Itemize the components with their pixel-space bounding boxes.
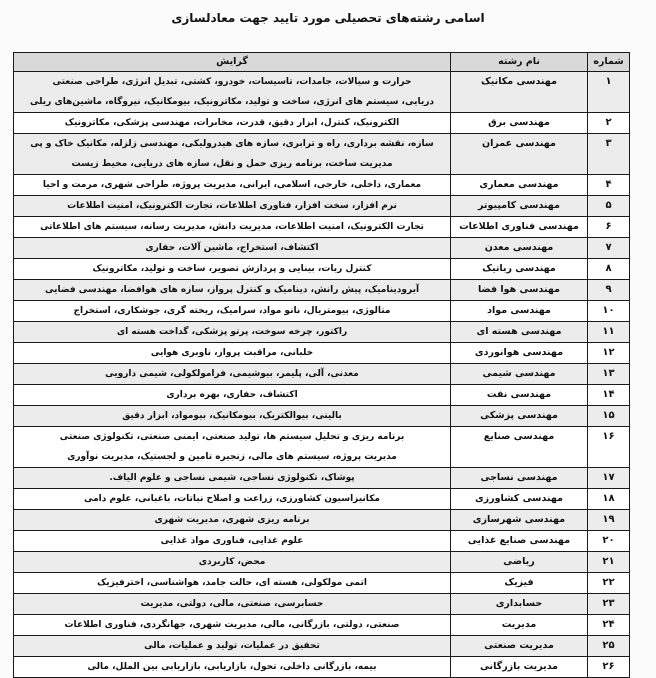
specializations-cell	[14, 72, 451, 113]
specializations-cell	[14, 196, 451, 217]
specialization-line: صنعتی، دولتی، بازرگانی، مالی، مدیریت شهری، جهانگردی، فناوری اطلاعات	[64, 620, 400, 630]
specialization-line: آیرودینامیک، پیش رانش، دینامیک و کنترل پرواز، سازه های هوافضا، مهندسی فضایی	[44, 285, 420, 295]
specialization-line: معماری، داخلی، خارجی، اسلامی، ایرانی، مدیریت پروژه، طراحی شهری، مرمت و احیا	[42, 180, 422, 190]
specialization-line: حرارت و سیالات، جامدات، تاسیسات، خودرو، کشتی، تبدیل انرژی، طراحی صنعتی	[52, 77, 412, 87]
table-row	[14, 636, 630, 657]
row-number: ۱۴	[588, 385, 630, 406]
specialization-line: مدیریت ساخت، برنامه ریزی حمل و نقل، سازه های دریایی، محیط زیست	[71, 159, 393, 169]
row-number: ۱۷	[588, 468, 630, 489]
header-field: نام رشته	[451, 53, 588, 72]
table-row	[14, 175, 630, 196]
row-number: ۱۱	[588, 322, 630, 343]
specialization-line: برنامه ریزی شهری، مدیریت شهری	[154, 515, 310, 525]
row-number: ۱۲	[588, 343, 630, 364]
specialization-line: دریایی، سیستم های انرژی، ساخت و تولید، مکاترونیک، بیومکانیک، نیروگاه، ماشین‌های ریلی	[29, 97, 435, 107]
specializations-cell	[14, 657, 451, 678]
table-row	[14, 280, 630, 301]
table-row	[14, 217, 630, 238]
specializations-cell	[14, 322, 451, 343]
specialization-line: مدیریت پروژه، سیستم های مالی، زنجیره تامین و لجستیک، مدیریت نوآوری	[67, 452, 397, 462]
field-name: مهندسی کامپیوتر	[451, 196, 588, 217]
row-number: ۱۳	[588, 364, 630, 385]
field-name: مهندسی نفت	[451, 385, 588, 406]
specializations-cell	[14, 217, 451, 238]
specialization-line: حسابرسی، صنعتی، مالی، دولتی، مدیریت	[140, 599, 324, 609]
row-number: ۲۱	[588, 552, 630, 573]
row-number: ۲۲	[588, 573, 630, 594]
specializations-cell	[14, 406, 451, 427]
specializations-cell	[14, 175, 451, 196]
row-number: ۴	[588, 175, 630, 196]
field-name: مهندسی نساجی	[451, 468, 588, 489]
specialization-line: تحقیق در عملیات، تولید و عملیات، مالی	[144, 641, 320, 651]
specializations-cell	[14, 468, 451, 489]
specialization-line: معدنی، آلی، پلیمر، بیوشیمی، فرامولکولی، شیمی دارویی	[105, 369, 359, 379]
specialization-line: پوشاک، تکنولوژی نساجی، شیمی نساجی و علوم الیاف.	[109, 473, 355, 483]
specialization-line: محض، کاربردی	[198, 557, 266, 567]
specialization-line: تجارت الکترونیک، امنیت اطلاعات، مدیریت دانش، مدیریت رسانه، سیستم های اطلاعاتی	[40, 222, 424, 232]
specialization-line: برنامه ریزی و تحلیل سیستم ها، تولید صنعتی، ایمنی صنعتی، تکنولوژی صنعتی	[59, 432, 405, 442]
table-row	[14, 134, 630, 175]
specialization-line: متالوژی، بیومتریال، نانو مواد، سرامیک، ریخته گری، جوشکاری، استخراج	[73, 306, 391, 316]
header-number: شماره	[588, 53, 630, 72]
table-row	[14, 343, 630, 364]
field-name: حسابداری	[451, 594, 588, 615]
specializations-cell	[14, 531, 451, 552]
table-row	[14, 364, 630, 385]
page-title: اسامی رشته‌های تحصیلی مورد تایید جهت معادلسازی	[171, 11, 485, 25]
specializations-cell	[14, 615, 451, 636]
field-name: مهندسی رباتیک	[451, 259, 588, 280]
table-row	[14, 406, 630, 427]
field-name: مدیریت بازرگانی	[451, 657, 588, 678]
specializations-cell	[14, 636, 451, 657]
field-name: مهندسی هوانوردی	[451, 343, 588, 364]
field-name: فیزیک	[451, 573, 588, 594]
row-number: ۱۵	[588, 406, 630, 427]
field-name: مهندسی پزشکی	[451, 406, 588, 427]
field-name: مهندسی برق	[451, 113, 588, 134]
specialization-line: بالینی، بیوالکتریک، بیومکانیک، بیومواد، ابزار دقیق	[122, 411, 342, 421]
specializations-cell	[14, 280, 451, 301]
row-number: ۲	[588, 113, 630, 134]
specializations-cell	[14, 552, 451, 573]
specialization-line: الکترونیک، کنترل، ابزار دقیق، قدرت، مخابرات، مهندسی پزشکی، مکاترونیک	[64, 118, 400, 128]
table-row	[14, 489, 630, 510]
field-name: مهندسی معماری	[451, 175, 588, 196]
specializations-cell	[14, 489, 451, 510]
table-row	[14, 196, 630, 217]
row-number: ۲۳	[588, 594, 630, 615]
specialization-line: راکتور، چرخه سوخت، پرتو پزشکی، گداخت هسته ای	[116, 327, 348, 337]
field-name: مهندسی صنایع	[451, 427, 588, 468]
row-number: ۳	[588, 134, 630, 175]
specialization-line: خلبانی، مراقبت پرواز، ناوبری هوایی	[150, 348, 314, 358]
row-number: ۱	[588, 72, 630, 113]
specialization-line: نرم افزار، سخت افزار، فناوری اطلاعات، تجارت الکترونیک، امنیت اطلاعات	[67, 201, 397, 211]
row-number: ۲۶	[588, 657, 630, 678]
table-row	[14, 657, 630, 678]
table-row	[14, 385, 630, 406]
field-name: مدیریت صنعتی	[451, 636, 588, 657]
specializations-cell	[14, 238, 451, 259]
specialization-line: علوم غذایی، فناوری مواد غذایی	[160, 536, 304, 546]
row-number: ۶	[588, 217, 630, 238]
table-row	[14, 510, 630, 531]
row-number: ۲۴	[588, 615, 630, 636]
table-row	[14, 531, 630, 552]
table-row	[14, 615, 630, 636]
specializations-cell	[14, 364, 451, 385]
row-number: ۱۸	[588, 489, 630, 510]
row-number: ۵	[588, 196, 630, 217]
row-number: ۲۰	[588, 531, 630, 552]
field-name: مدیریت	[451, 615, 588, 636]
row-number: ۹	[588, 280, 630, 301]
field-name: مهندسی هوا فضا	[451, 280, 588, 301]
table-row	[14, 113, 630, 134]
specialization-line: مکانیزاسیون کشاورزی، زراعت و اصلاح نباتات، باغبانی، علوم دامی	[83, 494, 380, 504]
table-row	[14, 427, 630, 468]
specialization-line: اکتشاف، حفاری، بهره برداری	[166, 390, 298, 400]
row-number: ۸	[588, 259, 630, 280]
table-row	[14, 552, 630, 573]
row-number: ۷	[588, 238, 630, 259]
specializations-cell	[14, 594, 451, 615]
specializations-cell	[14, 134, 451, 175]
table-row	[14, 72, 630, 113]
specialization-line: کنترل ربات، بینایی و پردازش تصویر، ساخت و تولید، مکاترونیک	[92, 264, 372, 274]
specializations-cell	[14, 113, 451, 134]
specialization-line: بیمه، بازرگانی داخلی، تحول، بازاریابی، بازاریابی بین الملل، مالی	[87, 662, 377, 672]
row-number: ۱۶	[588, 427, 630, 468]
table-row	[14, 238, 630, 259]
specializations-cell	[14, 343, 451, 364]
row-number: ۲۵	[588, 636, 630, 657]
row-number: ۱۰	[588, 301, 630, 322]
specializations-cell	[14, 573, 451, 594]
approved-fields-table	[13, 52, 630, 678]
field-name: مهندسی هسته ای	[451, 322, 588, 343]
field-name: مهندسی کشاورزی	[451, 489, 588, 510]
field-name: مهندسی صنایع غذایی	[451, 531, 588, 552]
specializations-cell	[14, 510, 451, 531]
field-name: مهندسی مکانیک	[451, 72, 588, 113]
table-row	[14, 573, 630, 594]
specialization-line: اتمی مولکولی، هسته ای، حالت جامد، هواشناسی، اخترفیزیک	[97, 578, 367, 588]
header-specializations: گرایش	[14, 53, 451, 72]
field-name: مهندسی شهرسازی	[451, 510, 588, 531]
specializations-cell	[14, 427, 451, 468]
table-row	[14, 259, 630, 280]
specializations-cell	[14, 301, 451, 322]
table-row	[14, 322, 630, 343]
specialization-line: اکتشاف، استخراج، ماشین آلات، حفاری	[145, 243, 319, 253]
specializations-cell	[14, 385, 451, 406]
field-name: مهندسی فناوری اطلاعات	[451, 217, 588, 238]
field-name: مهندسی معدن	[451, 238, 588, 259]
specialization-line: سازه، نقشه برداری، راه و ترابری، سازه های هیدرولیکی، مهندسی زلزله، مکانیک خاک و پی	[30, 139, 434, 149]
field-name: ریاضی	[451, 552, 588, 573]
table-row	[14, 301, 630, 322]
field-name: مهندسی عمران	[451, 134, 588, 175]
table-row	[14, 594, 630, 615]
specializations-cell	[14, 259, 451, 280]
table-row	[14, 468, 630, 489]
row-number: ۱۹	[588, 510, 630, 531]
field-name: مهندسی مواد	[451, 301, 588, 322]
table-header-row	[14, 53, 630, 72]
field-name: مهندسی شیمی	[451, 364, 588, 385]
